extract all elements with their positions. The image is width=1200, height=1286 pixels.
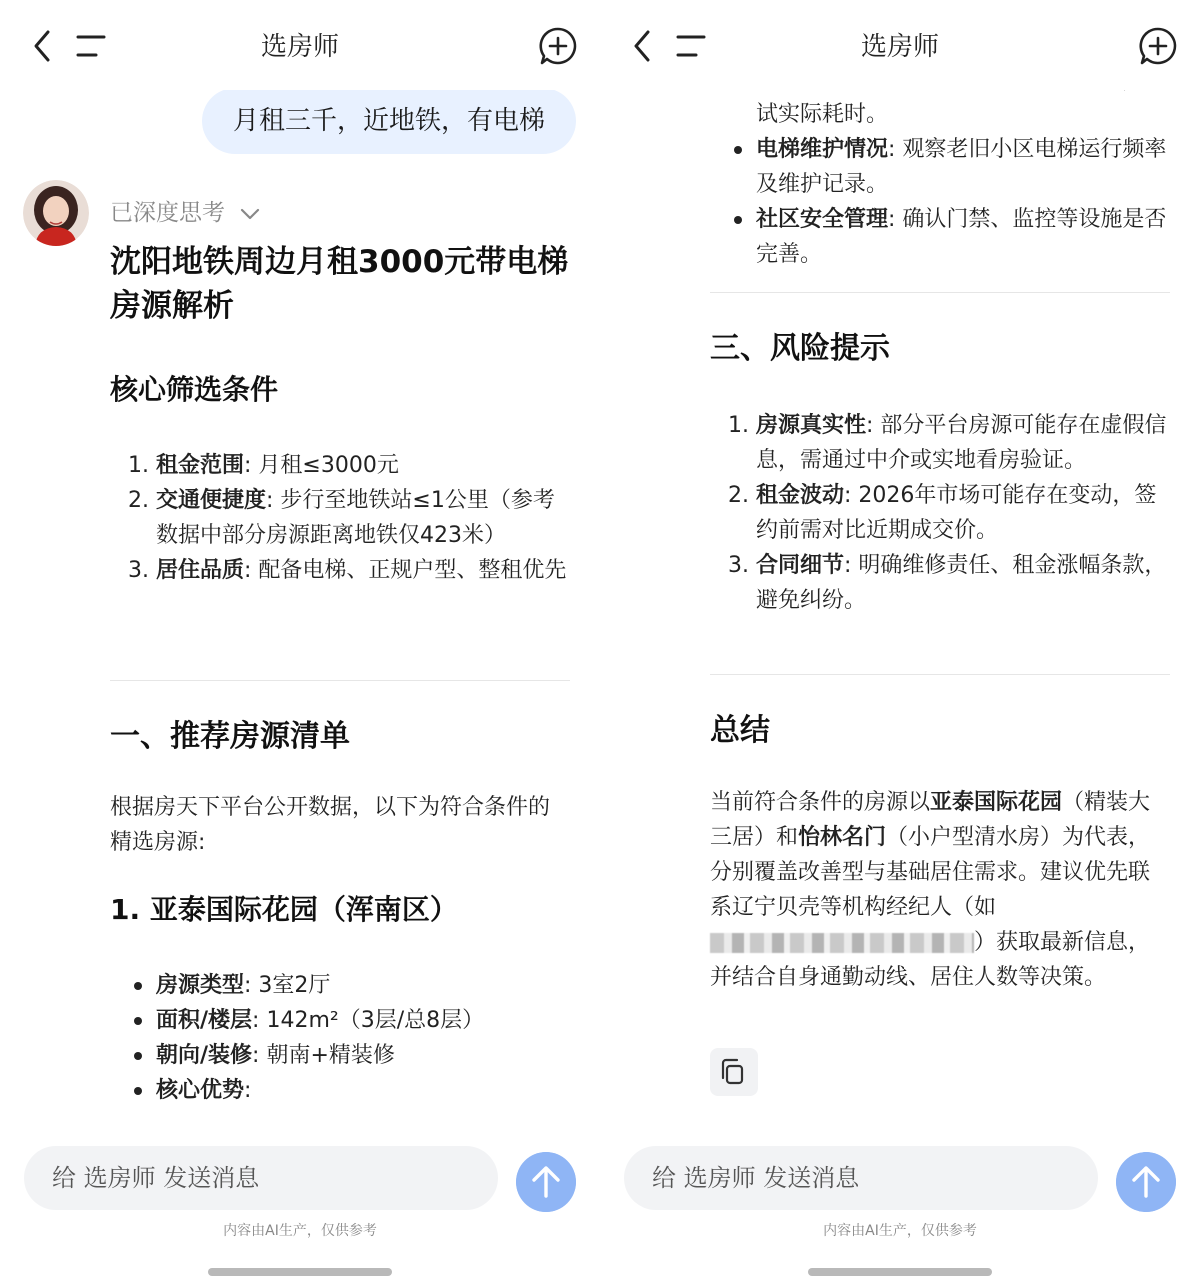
listing-item: 核心优势: — [156, 1073, 570, 1108]
chevron-down-icon — [239, 207, 261, 221]
listing-item: 面积/楼层: 142m²（3层/总8层） — [156, 1003, 570, 1038]
tip-item: 试实际耗时。 — [756, 62, 1170, 132]
core-item: 2. 交通便捷度: 步行至地铁站≤1公里（参考数据中部分房源距离地铁仅423米） — [156, 483, 570, 553]
risk-item: 1. 房源真实性: 部分平台房源可能存在虚假信息，需通过中介或实地看房验证。 — [756, 408, 1170, 478]
thinking-label: 已深度思考 — [110, 200, 225, 226]
copy-icon[interactable] — [710, 1048, 758, 1096]
listing-heading-text: 1. 亚泰国际花园（浑南区） — [110, 893, 458, 926]
summary-heading: 总结 — [710, 713, 770, 748]
listing-details — [110, 968, 570, 1108]
tip-item: 电梯维护情况: 观察老旧小区电梯运行频率及维护记录。 — [756, 132, 1170, 202]
listing-heading — [110, 890, 570, 930]
send-button[interactable] — [516, 1152, 576, 1212]
home-indicator[interactable] — [208, 1268, 392, 1276]
tips-list — [710, 62, 1170, 272]
core-item: 1. 租金范围: 月租≤3000元 — [156, 448, 570, 483]
send-button[interactable] — [1116, 1152, 1176, 1212]
section-divider — [110, 680, 570, 681]
user-message-bubble: 月租三千，近地铁，有电梯 — [202, 88, 576, 154]
answer-title — [110, 240, 570, 328]
redacted-contact — [710, 933, 974, 953]
listing-item: 房源类型: 3室2厅 — [156, 968, 570, 1003]
core-heading: 核心筛选条件 — [110, 373, 279, 406]
top-bar — [0, 0, 600, 90]
risk-list — [710, 408, 1170, 618]
answer-title-text: 沈阳地铁周边月租3000元带电梯房源解析 — [110, 244, 569, 324]
bottom-bar — [600, 1130, 1200, 1286]
bottom-bar — [0, 1130, 600, 1286]
risk-item: 2. 租金波动: 2026年市场可能存在变动，签约前需对比近期成交价。 — [756, 478, 1170, 548]
section-divider — [710, 292, 1170, 293]
right-screen — [600, 0, 1200, 1286]
risk-section — [710, 328, 1170, 370]
new-chat-icon[interactable] — [1138, 26, 1178, 66]
summary-section — [710, 710, 1170, 752]
message-input[interactable]: 给 选房师 发送消息 — [624, 1146, 1098, 1210]
message-input[interactable]: 给 选房师 发送消息 — [24, 1146, 498, 1210]
ai-disclaimer: 内容由AI生产，仅供参考 — [823, 1223, 977, 1239]
section1-intro-text: 根据房天下平台公开数据，以下为符合条件的精选房源: — [110, 795, 551, 855]
section1-heading: 一、推荐房源清单 — [110, 719, 350, 754]
new-chat-icon[interactable] — [538, 26, 578, 66]
header-title: 选房师 — [860, 32, 939, 62]
risk-item: 3. 合同细节: 明确维修责任、租金涨幅条款，避免纠纷。 — [756, 548, 1170, 618]
summary-body — [710, 785, 1170, 995]
section1 — [110, 716, 570, 758]
risk-heading: 三、风险提示 — [710, 331, 890, 366]
top-bar — [600, 0, 1200, 90]
header-title: 选房师 — [260, 32, 339, 62]
home-indicator[interactable] — [808, 1268, 992, 1276]
core-list — [110, 448, 570, 588]
deep-thinking-toggle[interactable] — [110, 194, 261, 227]
tip-item: 社区安全管理: 确认门禁、监控等设施是否完善。 — [756, 202, 1170, 272]
core-item: 3. 居住品质: 配备电梯、正规户型、整租优先 — [156, 553, 570, 588]
section1-intro — [110, 790, 570, 860]
assistant-avatar — [23, 180, 89, 246]
summary-text: 当前符合条件的房源以亚泰国际花园（精装大三居）和怡林名门（小户型清水房）为代表，分别覆盖改善型与基础居住需求。建议优先联系辽宁贝壳等机构经纪人（如）获取最新信息，并结合自身通勤动线、居住人数等决策。 — [710, 790, 1151, 990]
listing-item: 朝向/装修: 朝南+精装修 — [156, 1038, 570, 1073]
ai-disclaimer: 内容由AI生产，仅供参考 — [223, 1223, 377, 1239]
section-divider — [710, 674, 1170, 675]
core-section — [110, 370, 570, 410]
